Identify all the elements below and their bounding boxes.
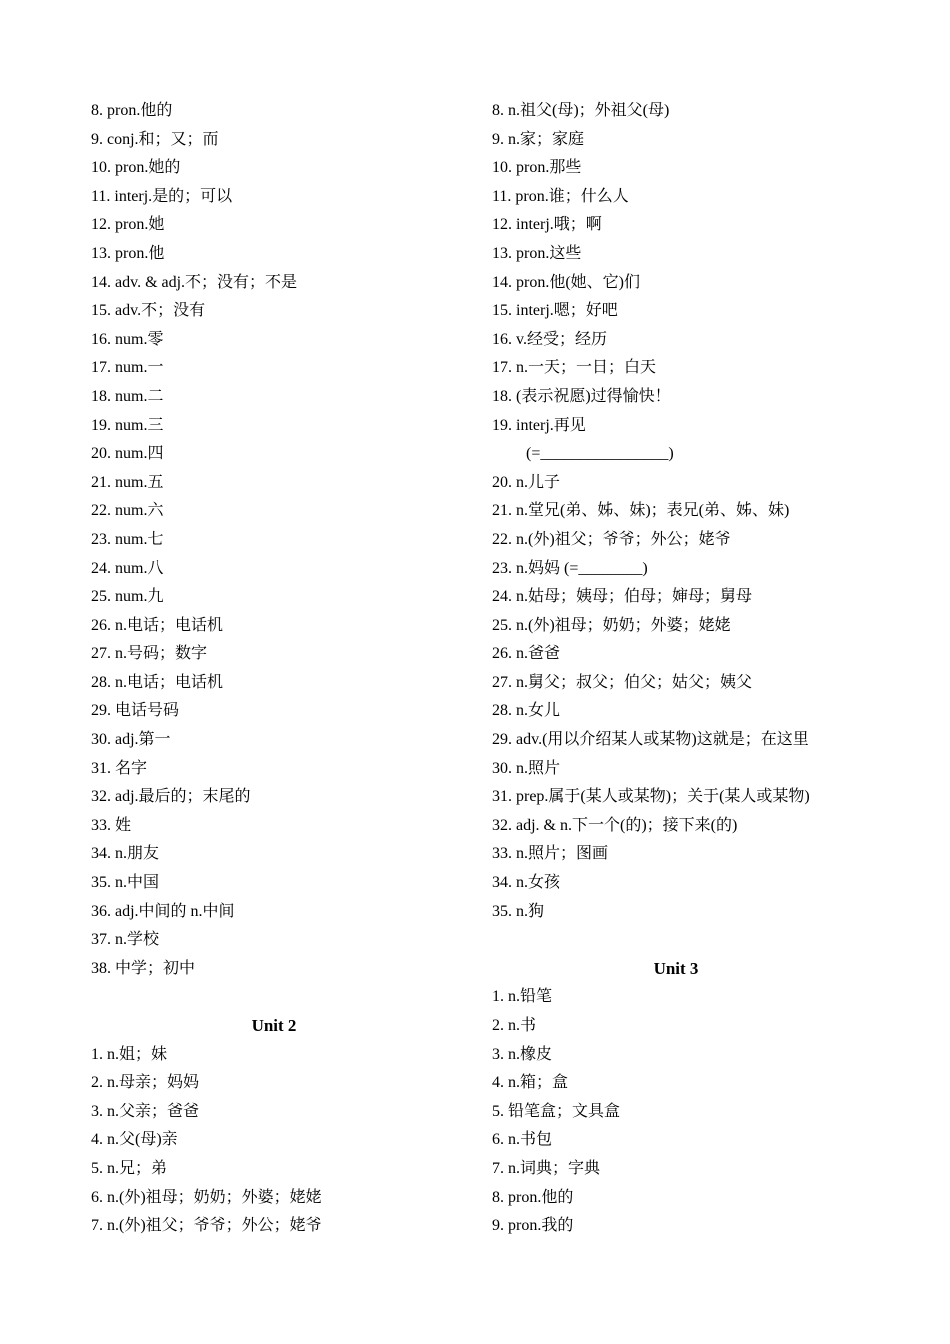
vocab-entry: 26. n.电话；电话机 <box>91 616 224 634</box>
vocab-entry: 13. pron.他 <box>91 244 165 262</box>
vocab-entry: 14. pron.他(她、它)们 <box>492 273 640 291</box>
blank-line <box>91 983 461 1012</box>
section-heading: Unit 2 <box>251 1016 297 1035</box>
vocab-entry: 18. (表示祝愿)过得愉快！ <box>492 387 671 405</box>
vocab-entry: 2. n.书 <box>492 1017 537 1034</box>
vocab-entry: 15. adv.不；没有 <box>91 302 206 320</box>
vocab-entry: 23. num.七 <box>91 530 164 548</box>
vocab-entry: 21. num.五 <box>91 473 164 491</box>
vocab-entry: 21. n.堂兄(弟、姊、妹)；表兄(弟、姊、妹) <box>492 502 790 520</box>
vocab-entry: 5. 铅笔盒；文具盒 <box>492 1102 621 1120</box>
vocab-entry: 29. adv.(用以介绍某人或某物)这就是；在这里 <box>492 731 809 749</box>
vocab-entry: 12. pron.她 <box>91 216 165 234</box>
right-column <box>492 97 892 1241</box>
vocab-entry: 33. 姓 <box>91 816 132 834</box>
vocab-entry: 34. n.女孩 <box>492 874 561 892</box>
vocab-entry: 38. 中学；初中 <box>91 959 196 977</box>
vocab-entry: 33. n.照片；图画 <box>492 845 609 863</box>
vocab-entry: 37. n.学校 <box>91 931 160 949</box>
vocab-entry: 31. prep.属于(某人或某物)；关于(某人或某物) <box>492 788 810 806</box>
vocab-entry: 23. n.妈妈 (=________) <box>492 559 648 577</box>
vocab-entry: 9. n.家；家庭 <box>492 130 585 148</box>
fill-in-blank-line: (=________________) <box>526 445 674 463</box>
vocab-entry: 19. num.三 <box>91 416 164 434</box>
blank-line <box>492 926 892 955</box>
vocab-entry: 22. n.(外)祖父；爷爷；外公；姥爷 <box>492 530 731 548</box>
vocab-entry: 25. num.九 <box>91 588 164 606</box>
vocab-entry: 29. 电话号码 <box>91 702 180 720</box>
vocab-entry: 7. n.词典；字典 <box>492 1159 601 1177</box>
vocab-entry: 16. num.零 <box>91 330 164 348</box>
vocab-entry: 17. num.一 <box>91 359 164 377</box>
vocab-entry: 31. 名字 <box>91 759 148 777</box>
vocab-entry: 6. n.书包 <box>492 1131 553 1149</box>
vocab-entry: 12. interj.哦；啊 <box>492 216 602 234</box>
vocab-entry: 35. n.狗 <box>492 902 545 920</box>
vocab-entry: 5. n.兄；弟 <box>91 1159 168 1177</box>
vocab-entry: 34. n.朋友 <box>91 845 160 863</box>
left-column <box>91 97 461 1241</box>
vocab-entry: 13. pron.这些 <box>492 244 582 262</box>
vocab-entry: 26. n.爸爸 <box>492 645 561 663</box>
vocab-entry: 11. pron.谁；什么人 <box>492 187 629 205</box>
vocab-entry: 24. num.八 <box>91 559 164 577</box>
vocab-entry: 20. n.儿子 <box>492 473 561 491</box>
vocab-entry: 4. n.父(母)亲 <box>91 1131 178 1149</box>
vocab-entry: 22. num.六 <box>91 502 164 520</box>
vocab-entry: 36. adj.中间的 n.中间 <box>91 902 235 920</box>
vocab-entry: 9. conj.和；又；而 <box>91 130 219 148</box>
vocab-entry: 30. n.照片 <box>492 759 561 777</box>
vocab-entry: 20. num.四 <box>91 445 164 463</box>
vocab-entry: 7. n.(外)祖父；爷爷；外公；姥爷 <box>91 1217 322 1235</box>
vocab-entry: 30. adj.第一 <box>91 731 171 749</box>
vocab-entry: 27. n.号码；数字 <box>91 645 208 663</box>
vocab-entry: 24. n.姑母；姨母；伯母；婶母；舅母 <box>492 588 753 606</box>
vocab-entry: 4. n.箱；盒 <box>492 1074 569 1092</box>
vocab-entry: 28. n.电话；电话机 <box>91 673 224 691</box>
vocab-entry: 15. interj.嗯；好吧 <box>492 302 618 320</box>
vocab-entry: 17. n.一天；一日；白天 <box>492 359 657 377</box>
vocab-entry: 11. interj.是的；可以 <box>91 187 233 205</box>
vocab-entry: 8. n.祖父(母)；外祖父(母) <box>492 102 670 119</box>
vocab-entry: 10. pron.那些 <box>492 159 582 177</box>
section-heading: Unit 3 <box>653 958 699 978</box>
vocab-entry: 2. n.母亲；妈妈 <box>91 1074 200 1092</box>
vocab-entry: 14. adv. & adj.不；没有；不是 <box>91 273 298 291</box>
vocab-entry: 32. adj. & n.下一个(的)；接下来(的) <box>492 816 738 834</box>
vocab-entry: 18. num.二 <box>91 387 164 405</box>
vocab-entry: 16. v.经受；经历 <box>492 330 607 348</box>
vocab-entry: 1. n.铅笔 <box>492 988 553 1006</box>
vocab-entry: 9. pron.我的 <box>492 1217 574 1235</box>
vocab-entry: 27. n.舅父；叔父；伯父；姑父；姨父 <box>492 673 753 691</box>
vocab-entry: 3. n.橡皮 <box>492 1045 553 1063</box>
vocab-entry: 8. pron.他的 <box>91 102 173 119</box>
vocab-entry: 6. n.(外)祖母；奶奶；外婆；姥姥 <box>91 1188 322 1206</box>
vocab-entry: 10. pron.她的 <box>91 159 181 177</box>
vocab-entry: 1. n.姐；妹 <box>91 1045 168 1063</box>
vocab-entry: 3. n.父亲；爸爸 <box>91 1102 200 1120</box>
vocab-entry: 32. adj.最后的；末尾的 <box>91 788 251 806</box>
vocab-entry: 25. n.(外)祖母；奶奶；外婆；姥姥 <box>492 616 731 634</box>
vocab-entry: 28. n.女儿 <box>492 702 561 720</box>
vocab-entry: 8. pron.他的 <box>492 1188 574 1206</box>
vocab-entry: 35. n.中国 <box>91 874 160 892</box>
vocab-entry: 19. interj.再见 <box>492 416 586 434</box>
